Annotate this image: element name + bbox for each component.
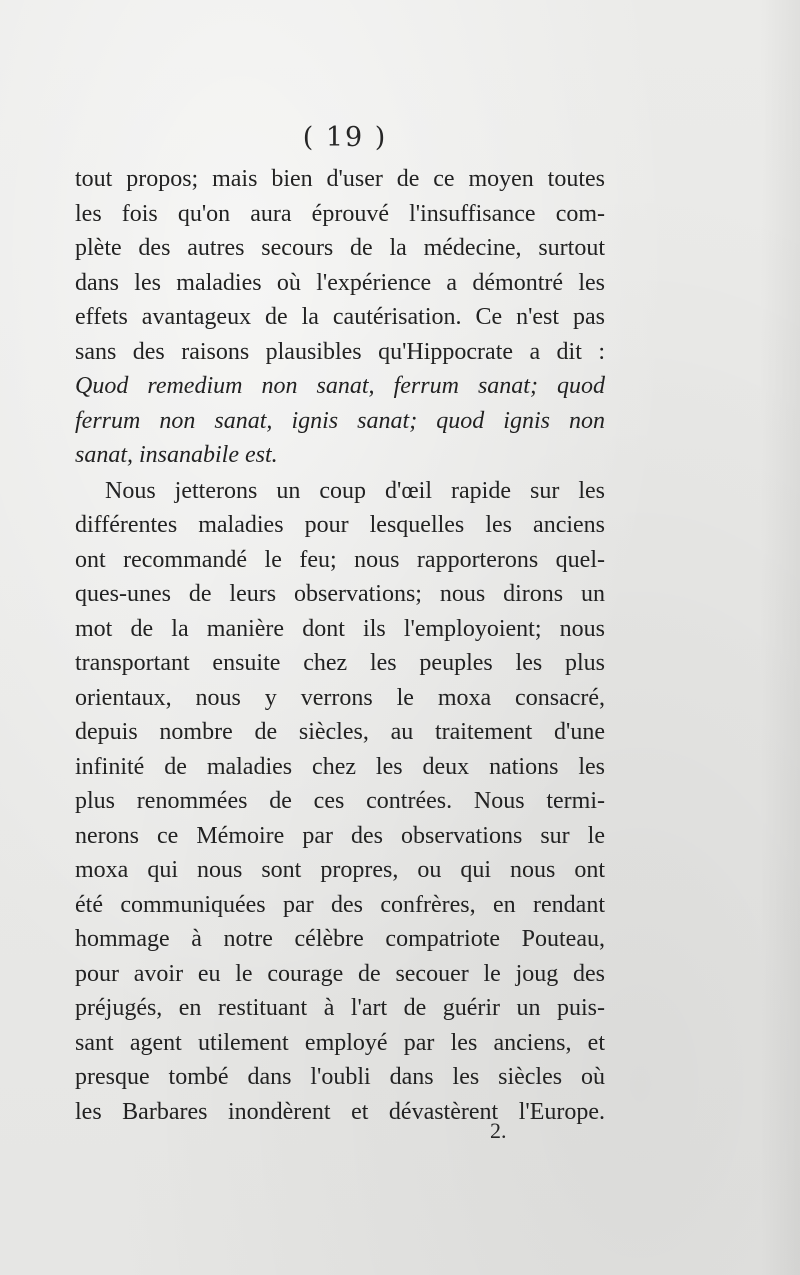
text-line: transportant ensuite chez les peuples les plus bbox=[75, 650, 605, 676]
page-number: ( 19 ) bbox=[302, 122, 388, 153]
paragraph-2 bbox=[75, 474, 605, 1130]
latin-quote bbox=[75, 369, 605, 473]
text-line: mot de la manière dont ils l'employoient; nous bbox=[75, 615, 605, 642]
text-line: été communiquées par des confrères, en rendant bbox=[75, 891, 605, 918]
text-line: presque tombé dans l'oubli dans les siècles où bbox=[75, 1064, 605, 1090]
text-line: dans les maladies où l'expérience a démontré les bbox=[75, 269, 605, 296]
text-line: nerons ce Mémoire par des observations sur le bbox=[75, 822, 605, 849]
body-text bbox=[75, 162, 605, 1129]
paragraph-1 bbox=[75, 162, 605, 369]
text-line: Nous jetterons un coup d'œil rapide sur les bbox=[105, 477, 605, 504]
text-line: moxa qui nous sont propres, ou qui nous ont bbox=[75, 857, 605, 883]
text-line: sans des raisons plausibles qu'Hippocrate a dit : bbox=[75, 338, 605, 365]
text-line: depuis nombre de siècles, au traitement d'une bbox=[75, 719, 605, 745]
text-line: hommage à notre célèbre compatriote Pouteau, bbox=[75, 926, 605, 952]
text-line: ont recommandé le feu; nous rapporterons quel- bbox=[75, 546, 605, 573]
text-line: différentes maladies pour lesquelles les anciens bbox=[75, 512, 605, 538]
quote-line: ferrum non sanat, ignis sanat; quod ignis non bbox=[75, 407, 605, 434]
text-line: les Barbares inondèrent et dévastèrent l'Europe. bbox=[75, 1098, 605, 1125]
text-line: tout propos; mais bien d'user de ce moyen toutes bbox=[75, 166, 605, 192]
quote-line: Quod remedium non sanat, ferrum sanat; quod bbox=[75, 373, 605, 399]
text-line: les fois qu'on aura éprouvé l'insuffisance com- bbox=[75, 200, 605, 227]
page-edge-shadow bbox=[760, 0, 800, 1275]
text-line: plète des autres secours de la médecine, surtout bbox=[75, 235, 605, 261]
text-line: orientaux, nous y verrons le moxa consacré, bbox=[75, 684, 605, 711]
text-line: infinité de maladies chez les deux nations les bbox=[75, 753, 605, 780]
text-line: ques-unes de leurs observations; nous dirons un bbox=[75, 581, 605, 607]
text-line: plus renommées de ces contrées. Nous termi- bbox=[75, 788, 605, 814]
text-line: sant agent utilement employé par les anciens, et bbox=[75, 1029, 605, 1056]
text-line: pour avoir eu le courage de secouer le joug des bbox=[75, 960, 605, 987]
text-line: effets avantageux de la cautérisation. Ce n'est pas bbox=[75, 304, 605, 330]
text-line: préjugés, en restituant à l'art de guérir un puis- bbox=[75, 995, 605, 1021]
signature-mark: 2. bbox=[490, 1118, 507, 1143]
quote-line: sanat, insanabile est. bbox=[75, 442, 278, 468]
